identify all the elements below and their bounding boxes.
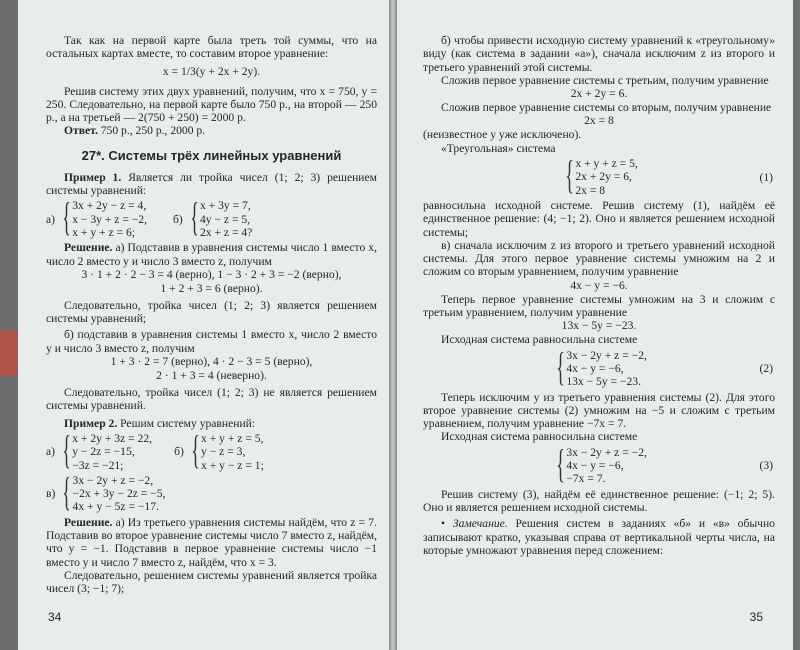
system-ex2c (57, 468, 166, 514)
system-1 (560, 152, 638, 198)
system-row: 3x − 2y + z = −2, (566, 348, 647, 362)
system-2-number: (2) (759, 362, 773, 376)
system-row: −2x + 3y − 2z = −5, (72, 487, 166, 501)
system-ex2a (57, 426, 153, 472)
system-row: 2x + z = 4? (199, 225, 253, 239)
system-row: x + y + z = 6; (72, 225, 135, 239)
right-paragraph-6: равносильна исходной системе. Решив систему (1), найдём её единственное решение: (4; −1; 2). Оно и является решением исходной системы; (423, 198, 775, 239)
brace-icon: { (190, 194, 199, 240)
equation-3: 4x − y = −6. (570, 278, 628, 292)
system-1-row (423, 152, 775, 198)
system-2 (551, 343, 647, 389)
system-row: x + 2y + 3z = 22, (72, 431, 153, 445)
solution1-b: б) подставив в уравнения системы 1 вместо x, число 2 вместо y и число 3 вместо z, получим (46, 328, 377, 355)
system-2-row (423, 343, 775, 389)
left-page (18, 0, 389, 650)
example2-system-c (46, 468, 377, 514)
answer-text: 750 р., 250 р., 2000 р. (100, 124, 206, 138)
ex1b-label: б) (173, 212, 183, 226)
page-number-right: 35 (749, 610, 763, 624)
equation-x: x = 1/3(y + 2x + 2y). (162, 64, 261, 78)
ex2a-label: а) (46, 445, 56, 459)
solution2-a (46, 516, 377, 569)
equation-2: 2x = 8 (584, 114, 614, 128)
right-paragraph-1: б) чтобы привести исходную систему уравнений к «треугольному» виду (как система в задании «а»), сначала исключим z из второго и третьего уравнений этой системы. (423, 34, 775, 74)
system-row: y − 2z = −15, (72, 445, 135, 459)
example2-systems-ab (46, 426, 377, 472)
brace-icon: { (556, 440, 566, 486)
intro-paragraph: Так как на первой карте была треть той суммы, что на остальных картах вместе, то составим второе уравнение: (46, 34, 377, 61)
system-ex2b (186, 426, 264, 472)
system-row: 4y − z = 5, (199, 212, 251, 226)
right-paragraph-10: Теперь исключим y из третьего уравнения системы (2). Для этого второе уравнение системы (2) умножим на −5 и сложим с третьим уравнением, получим уравнение −7x = 7. (423, 390, 775, 431)
system-row: x + 3y = 7, (199, 199, 251, 213)
solution2-a-text: а) Из третьего уравнения системы найдём, что z = 7. Подставив во второе уравнение системы число 7 вместо z, найдём, что y = −1. Подставив в первое уравнение системы число −1 вместо y и число 7 вместо z, найдём, что x = 3. (46, 515, 377, 569)
page-number-left: 34 (48, 610, 62, 624)
right-paragraph-8: Теперь первое уравнение системы умножим на 3 и сложим с третьим уравнением, получим уравнение (423, 292, 775, 320)
right-paragraph-5: «Треугольная» система (441, 141, 556, 155)
solution1-line: 3 · 1 + 2 · 2 − 3 = 4 (верно), 1 − 3 · 2 + 3 = −2 (верно), (81, 267, 342, 281)
system-row: 3x − 2y + z = −2, (566, 445, 647, 459)
right-paragraph-4: (неизвестное y уже исключено). (423, 128, 582, 142)
system-3 (551, 440, 647, 486)
book-gutter (389, 0, 397, 650)
remark-paragraph (423, 517, 775, 557)
example1-text: Является ли тройка чисел (1; 2; 3) решением системы уравнений: (46, 170, 377, 198)
brace-icon: { (62, 194, 71, 240)
solution1b-conclusion: Следовательно, тройка чисел (1; 2; 3) не является решением системы уравнений. (46, 386, 377, 413)
system-row: −7x = 7. (566, 472, 606, 486)
solution1b-line: 1 + 3 · 2 = 7 (верно), 4 · 2 − 3 = 5 (верно), (110, 355, 313, 369)
system-row: 13x − 5y = −23. (566, 375, 641, 389)
solution1b-line: 2 · 1 + 3 = 4 (неверно). (156, 369, 267, 383)
section-title: 27*. Системы трёх линейных уравнений (81, 147, 342, 163)
equation-4: 13x − 5y = −23. (561, 319, 637, 333)
right-paragraph-11: Исходная система равносильна системе (441, 430, 638, 444)
system-row: 4x + y − 5z = −17. (72, 500, 159, 514)
remark-text: Решения систем в заданиях «б» и «в» обычно записывают кратко, указывая справа от вертикальной черты числа, на которые умножают уравнения перед сложением: (423, 517, 775, 557)
bullet-icon: • (441, 517, 453, 531)
ex2c-label: в) (46, 487, 56, 501)
solution1-line: 1 + 2 + 3 = 6 (верно). (160, 281, 263, 295)
answer-label: Ответ. (64, 124, 98, 138)
system-row: x + y − z = 1; (201, 458, 264, 472)
system-row: 4x − y = −6, (566, 361, 624, 375)
example2-label: Пример 2. (64, 416, 118, 430)
system-3-row (423, 440, 775, 486)
equation-1: 2x + 2y = 6. (570, 87, 628, 101)
ex1a-label: а) (46, 212, 56, 226)
brace-icon: { (62, 426, 71, 472)
system-row: 2x = 8 (575, 183, 606, 197)
example2-text: Решим систему уравнений: (120, 416, 256, 430)
brace-icon: { (565, 152, 575, 198)
ex2b-label: б) (174, 445, 184, 459)
example2-intro (46, 417, 377, 430)
solution-label: Решение. (64, 241, 113, 255)
system-row: 3x + 2y − z = 4, (72, 199, 147, 213)
remark-label: Замечание. (452, 517, 508, 531)
right-paragraph-7: в) сначала исключим z из второго и третьего уравнений исходной системы. Для этого первое уравнение системы умножим на 2 и сложим со вторым уравнением, получим уравнение (423, 238, 775, 279)
system-row: x + y + z = 5, (575, 157, 638, 171)
brace-icon: { (62, 468, 72, 514)
system-row: 4x − y = −6, (566, 459, 624, 473)
brace-icon: { (191, 426, 200, 472)
system-3-number: (3) (759, 459, 773, 473)
answer-line (46, 124, 377, 137)
system-row: 2x + 2y = 6, (575, 170, 632, 184)
system-row: x + y + z = 5, (201, 431, 264, 445)
system-ex1a (57, 194, 147, 240)
right-paragraph-12: Решив систему (3), найдём её единственное решение: (−1; 2; 5). Оно и является решением исходной системы. (423, 487, 775, 514)
page-edge-tab (0, 330, 18, 376)
right-page (397, 0, 793, 650)
system-row: 3x − 2y + z = −2, (72, 473, 154, 487)
system-row: y − z = 3, (201, 445, 246, 459)
right-paragraph-3: Сложив первое уравнение системы со вторым, получим уравнение (441, 101, 772, 115)
system-ex1b (185, 194, 253, 240)
solution1-a (46, 241, 377, 268)
system-row: x − 3y + z = −2, (72, 212, 147, 226)
example1-systems (46, 194, 377, 240)
solution1-a-text: а) Подставив в уравнения системы число 1 вместо x, число 2 вместо y и число 3 вместо z, получим (46, 241, 377, 268)
solve-paragraph: Решив систему этих двух уравнений, получим, что x = 750, y = 250. Следовательно, на первой карте было 750 р., на второй — 250 р., а на третьей — 2(750 + 250) = 2000 р. (46, 84, 377, 125)
example1-intro (46, 171, 377, 198)
right-paragraph-2: Сложив первое уравнение системы с третьим, получим уравнение (441, 73, 769, 87)
example1-label: Пример 1. (64, 170, 122, 184)
right-paragraph-9: Исходная система равносильна системе (441, 333, 638, 347)
system-row: −3z = −21; (72, 458, 124, 472)
solution-label: Решение. (64, 515, 113, 529)
solution1-conclusion: Следовательно, тройка чисел (1; 2; 3) является решением системы уравнений; (46, 298, 377, 326)
brace-icon: { (556, 343, 566, 389)
system-1-number: (1) (759, 170, 773, 184)
solution2-conclusion: Следовательно, решением системы уравнений является тройка чисел (3; −1; 7); (46, 568, 377, 596)
